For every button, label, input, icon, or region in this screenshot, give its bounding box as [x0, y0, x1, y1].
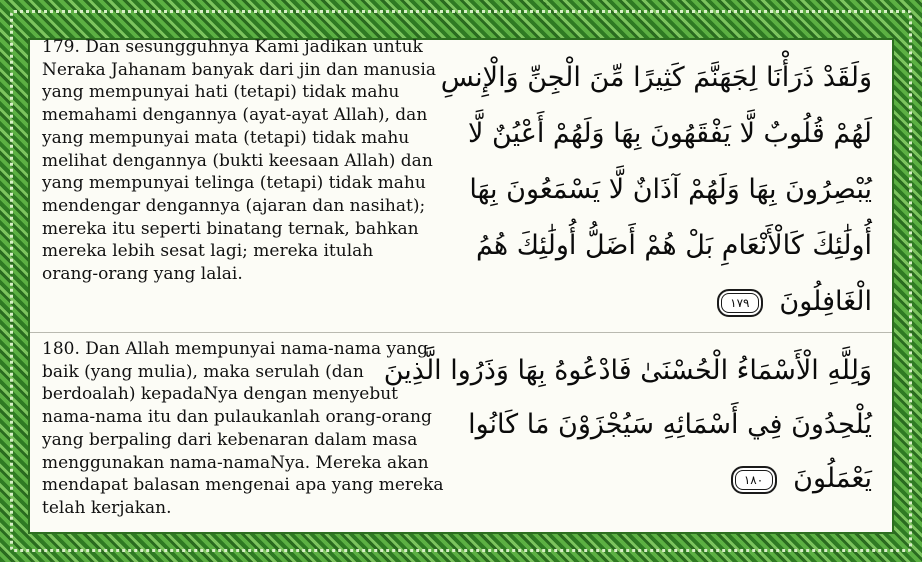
arabic-line: لَهُمْ قُلُوبٌ لَّا يَفْقَهُونَ بِهَا وَلَهُمْ أَعْيُنٌ لَّا	[468, 118, 872, 149]
verse-179	[30, 36, 892, 330]
arabic-line: أُولَٰئِكَ كَالْأَنْعَامِ بَلْ هُمْ أَضَلُّ أُولَٰئِكَ هُمُ	[475, 230, 872, 261]
arabic-line: وَلَقَدْ ذَرَأْنَا لِجَهَنَّمَ كَثِيرًا مِّنَ الْجِنِّ وَالْإِنسِ	[440, 62, 872, 93]
arabic-line-last	[472, 452, 872, 506]
arabic-line: يُلْحِدُونَ فِي أَسْمَائِهِ سَيُجْزَوْنَ مَا كَانُوا	[468, 409, 872, 440]
arabic-line-last	[472, 274, 872, 330]
page-panel	[28, 38, 894, 534]
verse-number-marker: ١٧٩	[717, 289, 763, 317]
verse-divider	[30, 332, 892, 333]
verse-number-marker: ١٨٠	[731, 466, 777, 494]
arabic-line: وَلِلَّهِ الْأَسْمَاءُ الْحُسْنَىٰ فَادْعُوهُ بِهَا وَذَرُوا الَّذِينَ	[383, 355, 872, 386]
verse-180	[30, 336, 892, 536]
arabic-line: يُبْصِرُونَ بِهَا وَلَهُمْ آذَانٌ لَّا يَسْمَعُونَ بِهَا	[469, 174, 872, 205]
verse-180-arabic	[383, 344, 872, 506]
arabic-line-text: يَعْمَلُونَ	[793, 463, 872, 494]
verse-179-arabic	[440, 50, 872, 330]
verse-180-translation: 180. Dan Allah mempunyai nama-nama yang baik (yang mulia), maka serulah (dan berdoalah) kepadaNya dengan menyebut nama-nama itu dan pulaukanlah orang-orang yang berpaling dari kebenaran dalam masa menggunakan nama-namaNya. Mereka akan mendapat balasan mengenai apa yang mereka telah kerjakan.	[42, 339, 444, 518]
arabic-line-text: الْغَافِلُونَ	[779, 286, 872, 317]
verse-179-translation: 179. Dan sesungguhnya Kami jadikan untuk Neraka Jahanam banyak dari jin dan manusia yang mempunyai hati (tetapi) tidak mahu memahami dengannya (ayat-ayat Allah), dan yang mempunyai mata (tetapi) tidak mahu melihat dengannya (bukti keesaan Allah) dan yang mempunyai telinga (tetapi) tidak mahu mendengar dengannya (ajaran dan nasihat); mereka itu seperti binatang ternak, bahkan mereka lebih sesat lagi; mereka itulah orang-orang yang lalai.	[42, 37, 436, 285]
